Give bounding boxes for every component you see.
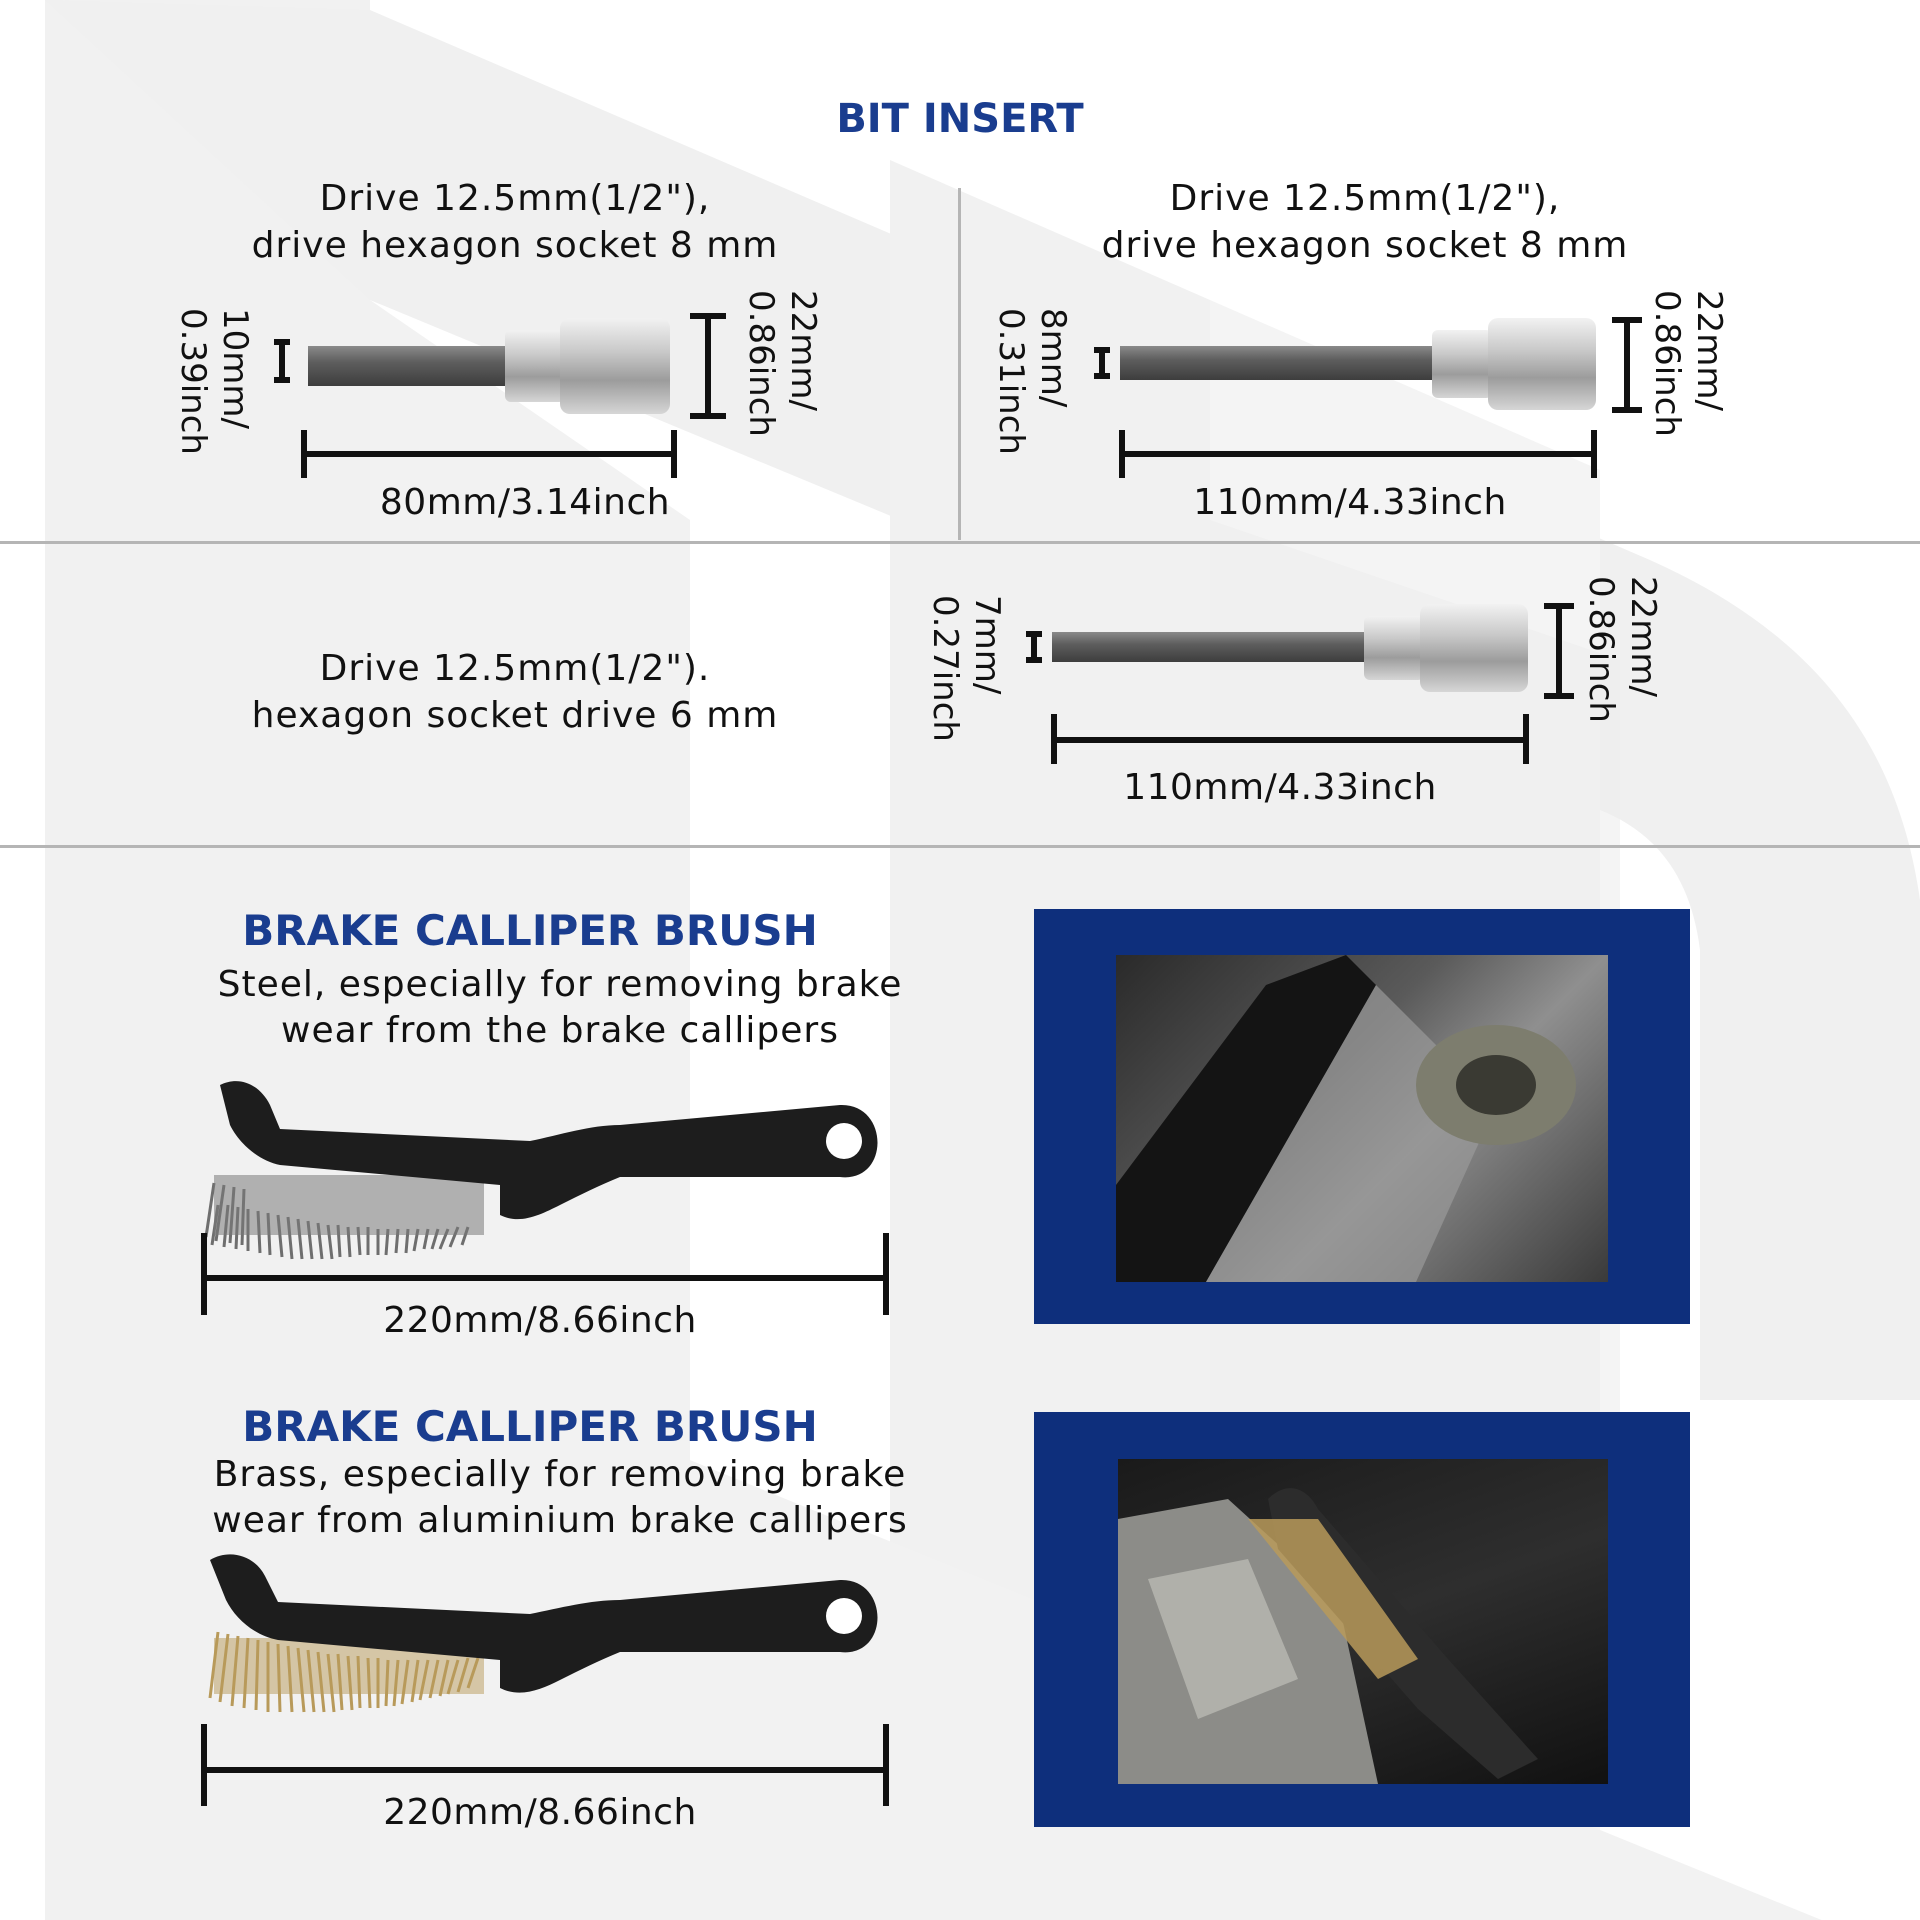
bit-2-socket-size xyxy=(1646,290,1730,437)
bit-1-drive-line2: drive hexagon socket 8 mm xyxy=(251,225,779,266)
brush-2-photo-drawing xyxy=(1118,1459,1608,1784)
brush-2-length: 220mm/8.66inch xyxy=(383,1792,697,1833)
brush-1-photo-drawing xyxy=(1116,955,1608,1282)
bit-3-tip-size-line2: 0.27inch xyxy=(925,595,965,742)
bit-insert-title: BIT INSERT xyxy=(836,96,1084,142)
bit-2-drive-line1: Drive 12.5mm(1/2"), xyxy=(1169,178,1561,219)
brush-1-desc xyxy=(190,962,930,1054)
bit-3-drive-text xyxy=(230,645,800,739)
bit-1-socket-size-line1: 22mm/ xyxy=(783,290,823,411)
bit-3-socket-size-line2: 0.86inch xyxy=(1581,576,1621,723)
horizontal-divider-1 xyxy=(0,541,1920,544)
bit-3-socket-size-line1: 22mm/ xyxy=(1623,576,1663,697)
bit-1-socket-size xyxy=(740,290,824,437)
bit-3-tip-size xyxy=(924,595,1008,742)
vertical-divider xyxy=(958,188,961,540)
brush-1-desc-line2: wear from the brake callipers xyxy=(281,1010,839,1051)
brush-1-title: BRAKE CALLIPER BRUSH xyxy=(242,906,818,955)
bit-3-drive-line2: hexagon socket drive 6 mm xyxy=(251,695,779,736)
brush-2-desc-line2: wear from aluminium brake callipers xyxy=(212,1500,908,1541)
bit-2-tip-size xyxy=(990,308,1074,455)
brush-2-desc-line1: Brass, especially for removing brake xyxy=(213,1454,907,1495)
brush-1-length: 220mm/8.66inch xyxy=(383,1300,697,1341)
brush-1-desc-line1: Steel, especially for removing brake xyxy=(217,964,903,1005)
brush-2-illustration xyxy=(200,1548,900,1818)
bit-2-illustration xyxy=(1080,300,1650,500)
bit-3-tip-size-line1: 7mm/ xyxy=(967,595,1007,695)
bit-1-drive-text xyxy=(230,175,800,269)
horizontal-divider-2 xyxy=(0,845,1920,848)
bit-2-drive-line2: drive hexagon socket 8 mm xyxy=(1101,225,1629,266)
bit-1-illustration xyxy=(260,300,730,500)
bit-1-socket-size-line2: 0.86inch xyxy=(741,290,781,437)
bit-2-socket-size-line2: 0.86inch xyxy=(1647,290,1687,437)
brush-2-photo-frame xyxy=(1034,1412,1690,1827)
brush-1-photo xyxy=(1116,955,1608,1282)
brush-2-title: BRAKE CALLIPER BRUSH xyxy=(242,1402,818,1451)
bit-3-illustration xyxy=(1012,590,1582,790)
brush-2-desc xyxy=(190,1452,930,1544)
bit-2-tip-size-line2: 0.31inch xyxy=(991,308,1031,455)
bit-1-tip-size-line2: 0.39inch xyxy=(173,308,213,455)
bit-3-drive-line1: Drive 12.5mm(1/2"). xyxy=(319,648,711,689)
bit-2-socket-size-line1: 22mm/ xyxy=(1689,290,1729,411)
bit-3-length: 110mm/4.33inch xyxy=(1123,767,1437,808)
bit-2-length: 110mm/4.33inch xyxy=(1193,482,1507,523)
bit-1-length: 80mm/3.14inch xyxy=(379,482,671,523)
bit-1-drive-line1: Drive 12.5mm(1/2"), xyxy=(319,178,711,219)
brush-2-photo xyxy=(1118,1459,1608,1784)
bit-3-socket-size xyxy=(1580,576,1664,723)
bit-2-tip-size-line1: 8mm/ xyxy=(1033,308,1073,408)
brush-1-illustration xyxy=(200,1065,900,1325)
bit-1-tip-size-line1: 10mm/ xyxy=(215,308,255,429)
brush-1-photo-frame xyxy=(1034,909,1690,1324)
bit-1-tip-size xyxy=(172,308,256,455)
bit-2-drive-text xyxy=(1080,175,1650,269)
